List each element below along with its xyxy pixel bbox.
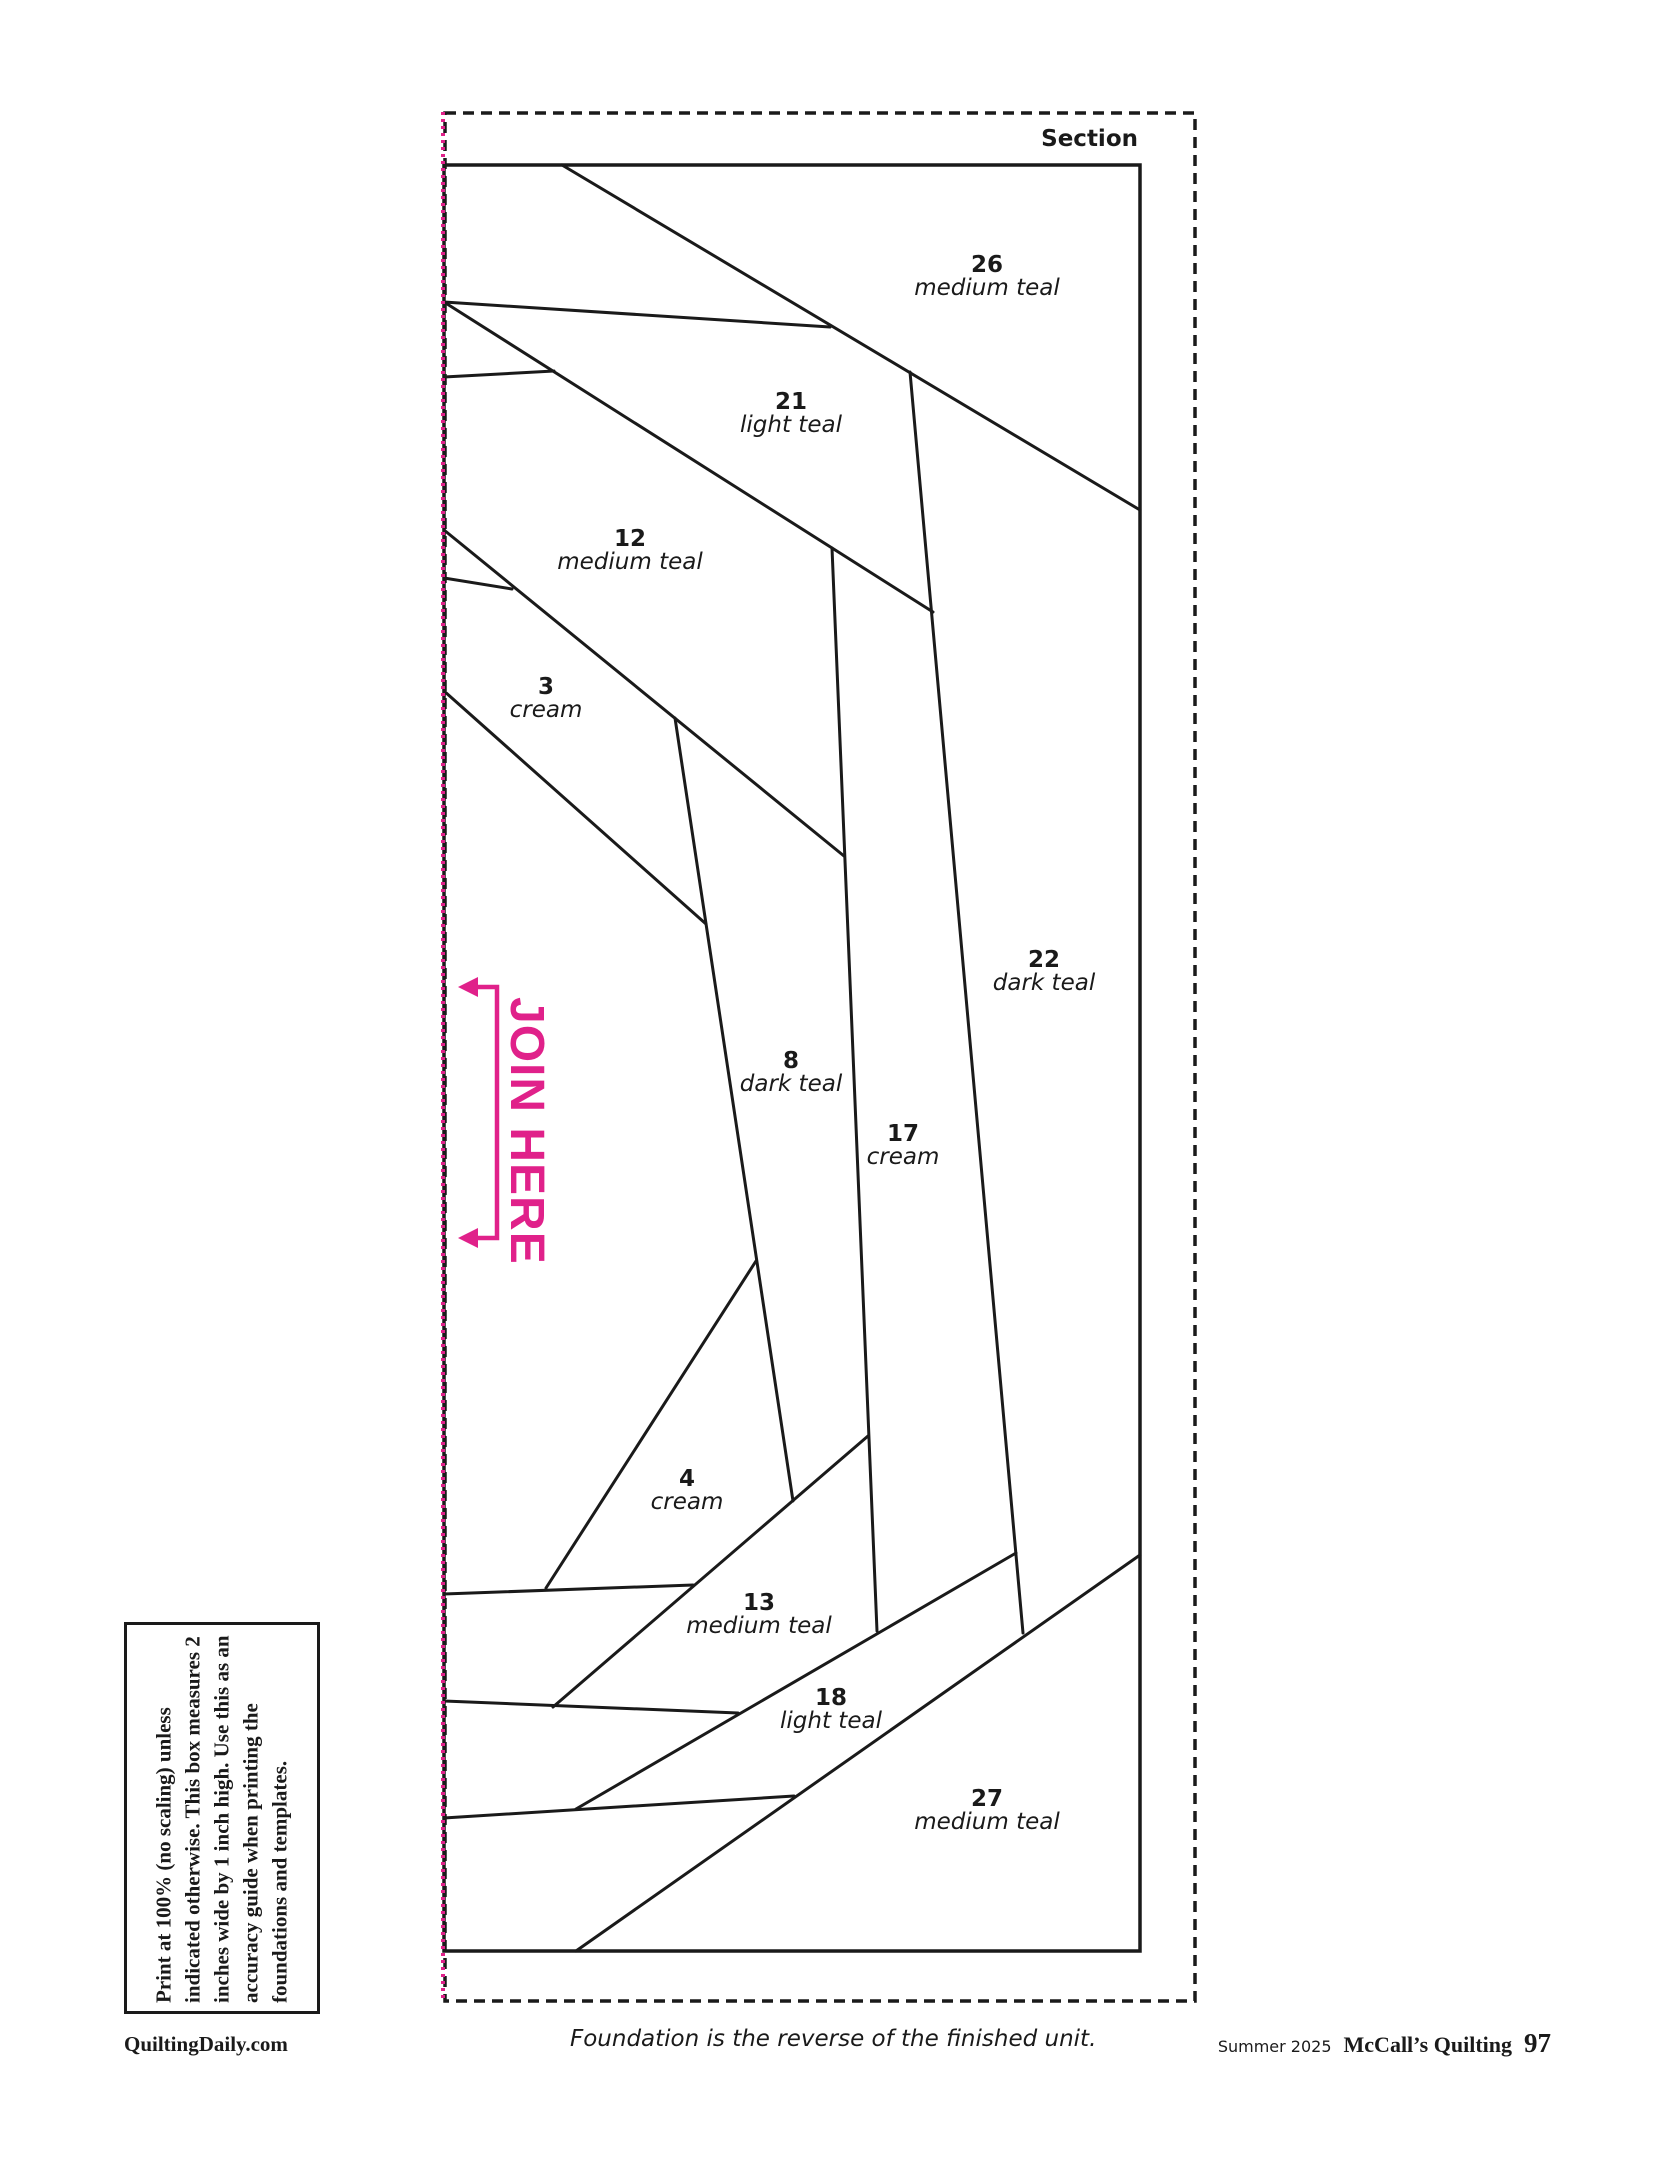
seam-line bbox=[562, 165, 1140, 510]
section-title: Section bbox=[1041, 126, 1138, 152]
seam-line bbox=[444, 530, 844, 856]
piece-number: 3 bbox=[537, 674, 555, 700]
piece-number: 22 bbox=[1027, 947, 1061, 973]
piece-color: light teal bbox=[780, 1708, 882, 1734]
footer-issue: Summer 2025 bbox=[1217, 2037, 1332, 2056]
arrow-left-icon bbox=[458, 977, 478, 997]
piece-number: 13 bbox=[742, 1590, 776, 1616]
piece-color: cream bbox=[509, 697, 583, 723]
footer-magazine: McCall’s Quilting bbox=[1343, 2032, 1512, 2057]
seam-line bbox=[444, 302, 830, 327]
join-bracket bbox=[470, 987, 497, 1238]
piece-number: 27 bbox=[970, 1786, 1004, 1812]
piece-color: medium teal bbox=[557, 549, 703, 575]
piece-number: 21 bbox=[774, 389, 808, 415]
seam-line bbox=[444, 1585, 693, 1594]
arrow-left-icon bbox=[458, 1228, 478, 1248]
print-accuracy-box bbox=[124, 1622, 320, 2014]
seam-line bbox=[675, 718, 793, 1501]
piece-color: dark teal bbox=[992, 970, 1096, 996]
piece-color: dark teal bbox=[739, 1071, 843, 1097]
piece-color: cream bbox=[650, 1489, 724, 1515]
piece-number: 12 bbox=[613, 526, 647, 552]
piece-color: medium teal bbox=[914, 275, 1060, 301]
piece-color: medium teal bbox=[914, 1809, 1060, 1835]
piece-number: 26 bbox=[970, 252, 1004, 278]
piece-labels bbox=[510, 252, 1096, 1835]
piece-number: 8 bbox=[782, 1048, 800, 1074]
footer-website: QuiltingDaily.com bbox=[124, 2032, 288, 2056]
seam-line bbox=[444, 578, 512, 589]
piece-number: 17 bbox=[886, 1121, 920, 1147]
seam-line bbox=[546, 1261, 756, 1588]
seam-line bbox=[576, 1553, 1016, 1809]
footer-caption: Foundation is the reverse of the finished unit. bbox=[570, 2026, 1097, 2052]
print-accuracy-note: Print at 100% (no scaling) unless indicated otherwise. This box measures 2 inches wide by 1 inch high. Use this as an accuracy guide when printing the foundations and templates. bbox=[151, 1635, 292, 2003]
piece-number: 18 bbox=[814, 1685, 848, 1711]
piece-color: light teal bbox=[740, 412, 842, 438]
join-here-label: JOIN HERE bbox=[500, 997, 553, 1265]
seam-line bbox=[444, 1701, 738, 1713]
seam-line bbox=[444, 691, 706, 924]
seam-line bbox=[910, 372, 1023, 1633]
piece-color: cream bbox=[866, 1144, 940, 1170]
footer-publication bbox=[1218, 2028, 1551, 2059]
piece-number: 4 bbox=[678, 1466, 696, 1492]
seam-line bbox=[444, 1796, 794, 1818]
seam-line bbox=[444, 371, 554, 377]
piece-color: medium teal bbox=[686, 1613, 832, 1639]
page-number: 97 bbox=[1524, 2028, 1551, 2058]
